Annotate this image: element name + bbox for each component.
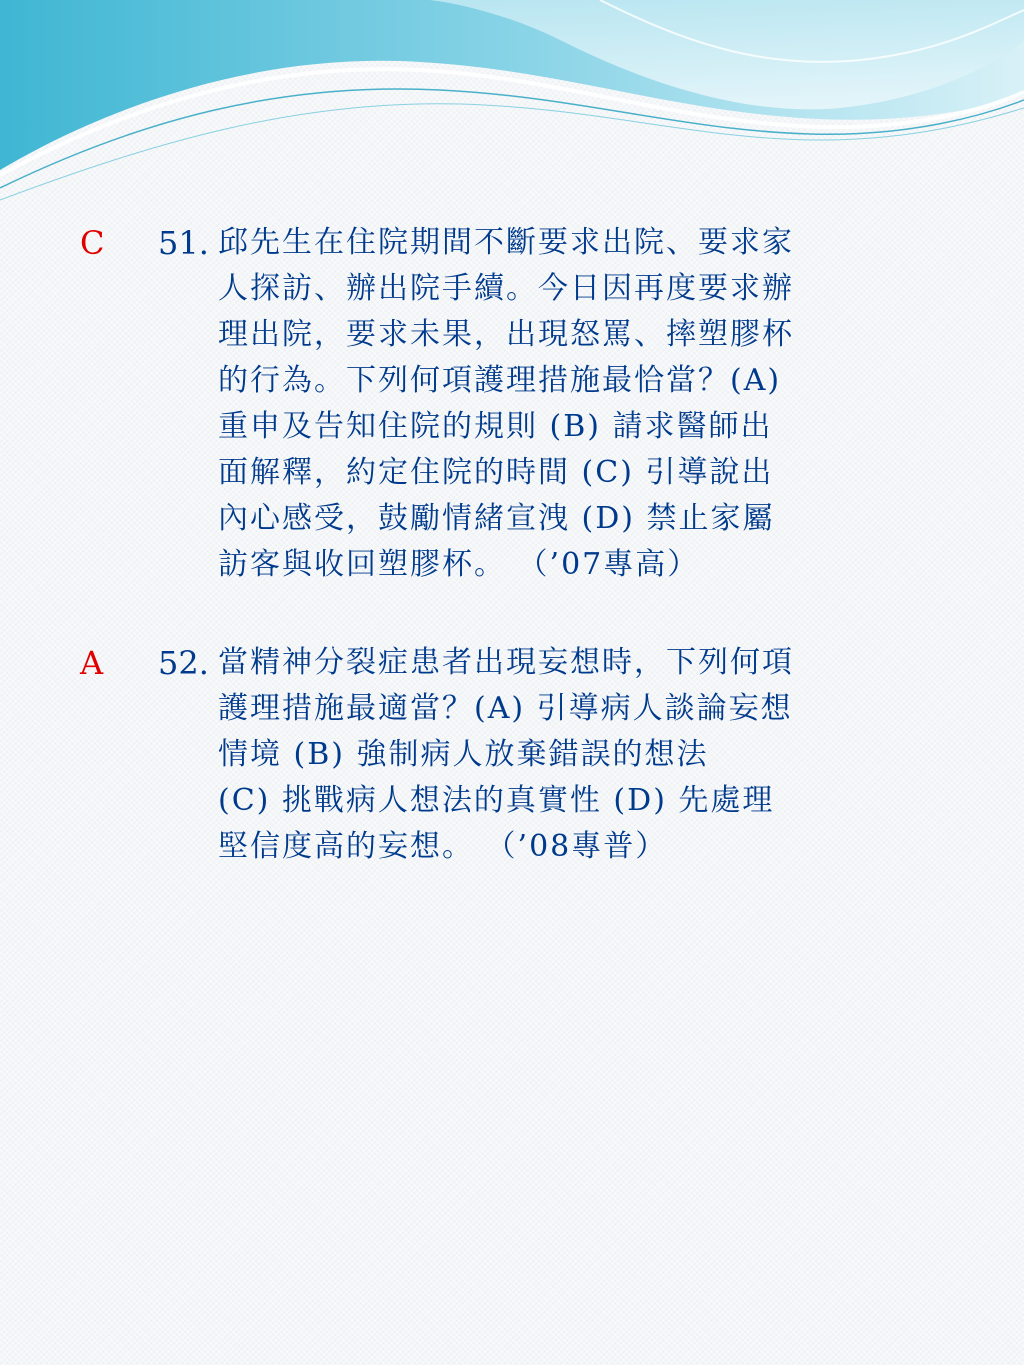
question-text: [218, 220, 908, 588]
question-number: 52.: [158, 644, 209, 682]
question-line: 的行為。下列何項護理措施最恰當？(A): [218, 363, 782, 398]
question-line: 面解釋，約定住院的時間 (C) 引導說出: [218, 455, 774, 490]
answer-key: C: [80, 224, 105, 262]
question-line: 護理措施最適當？(A) 引導病人談論妄想: [218, 691, 793, 726]
question-line: 內心感受，鼓勵情緒宣洩 (D) 禁止家屬: [218, 501, 775, 536]
question-line: (C) 挑戰病人想法的真實性 (D) 先處理: [218, 783, 775, 818]
question-line: 重申及告知住院的規則 (B) 請求醫師出: [218, 409, 773, 444]
question-line: 訪客與收回塑膠杯。 （’07專高）: [218, 547, 700, 582]
question-line: 邱先生在住院期間不斷要求出院、要求家: [218, 225, 794, 260]
header-wave-decoration: [0, 0, 1024, 230]
question-line: 理出院，要求未果，出現怒罵、摔塑膠杯: [218, 317, 794, 352]
answer-key: A: [80, 644, 104, 682]
question-line: 人探訪、辦出院手續。今日因再度要求辦: [218, 271, 794, 306]
question-number: 51.: [158, 224, 209, 262]
question-line: 堅信度高的妄想。 （’08專普）: [218, 829, 668, 864]
question-line: 當精神分裂症患者出現妄想時，下列何項: [218, 645, 794, 680]
question-text: [218, 640, 908, 870]
question-line: 情境 (B) 強制病人放棄錯誤的想法: [218, 737, 709, 772]
